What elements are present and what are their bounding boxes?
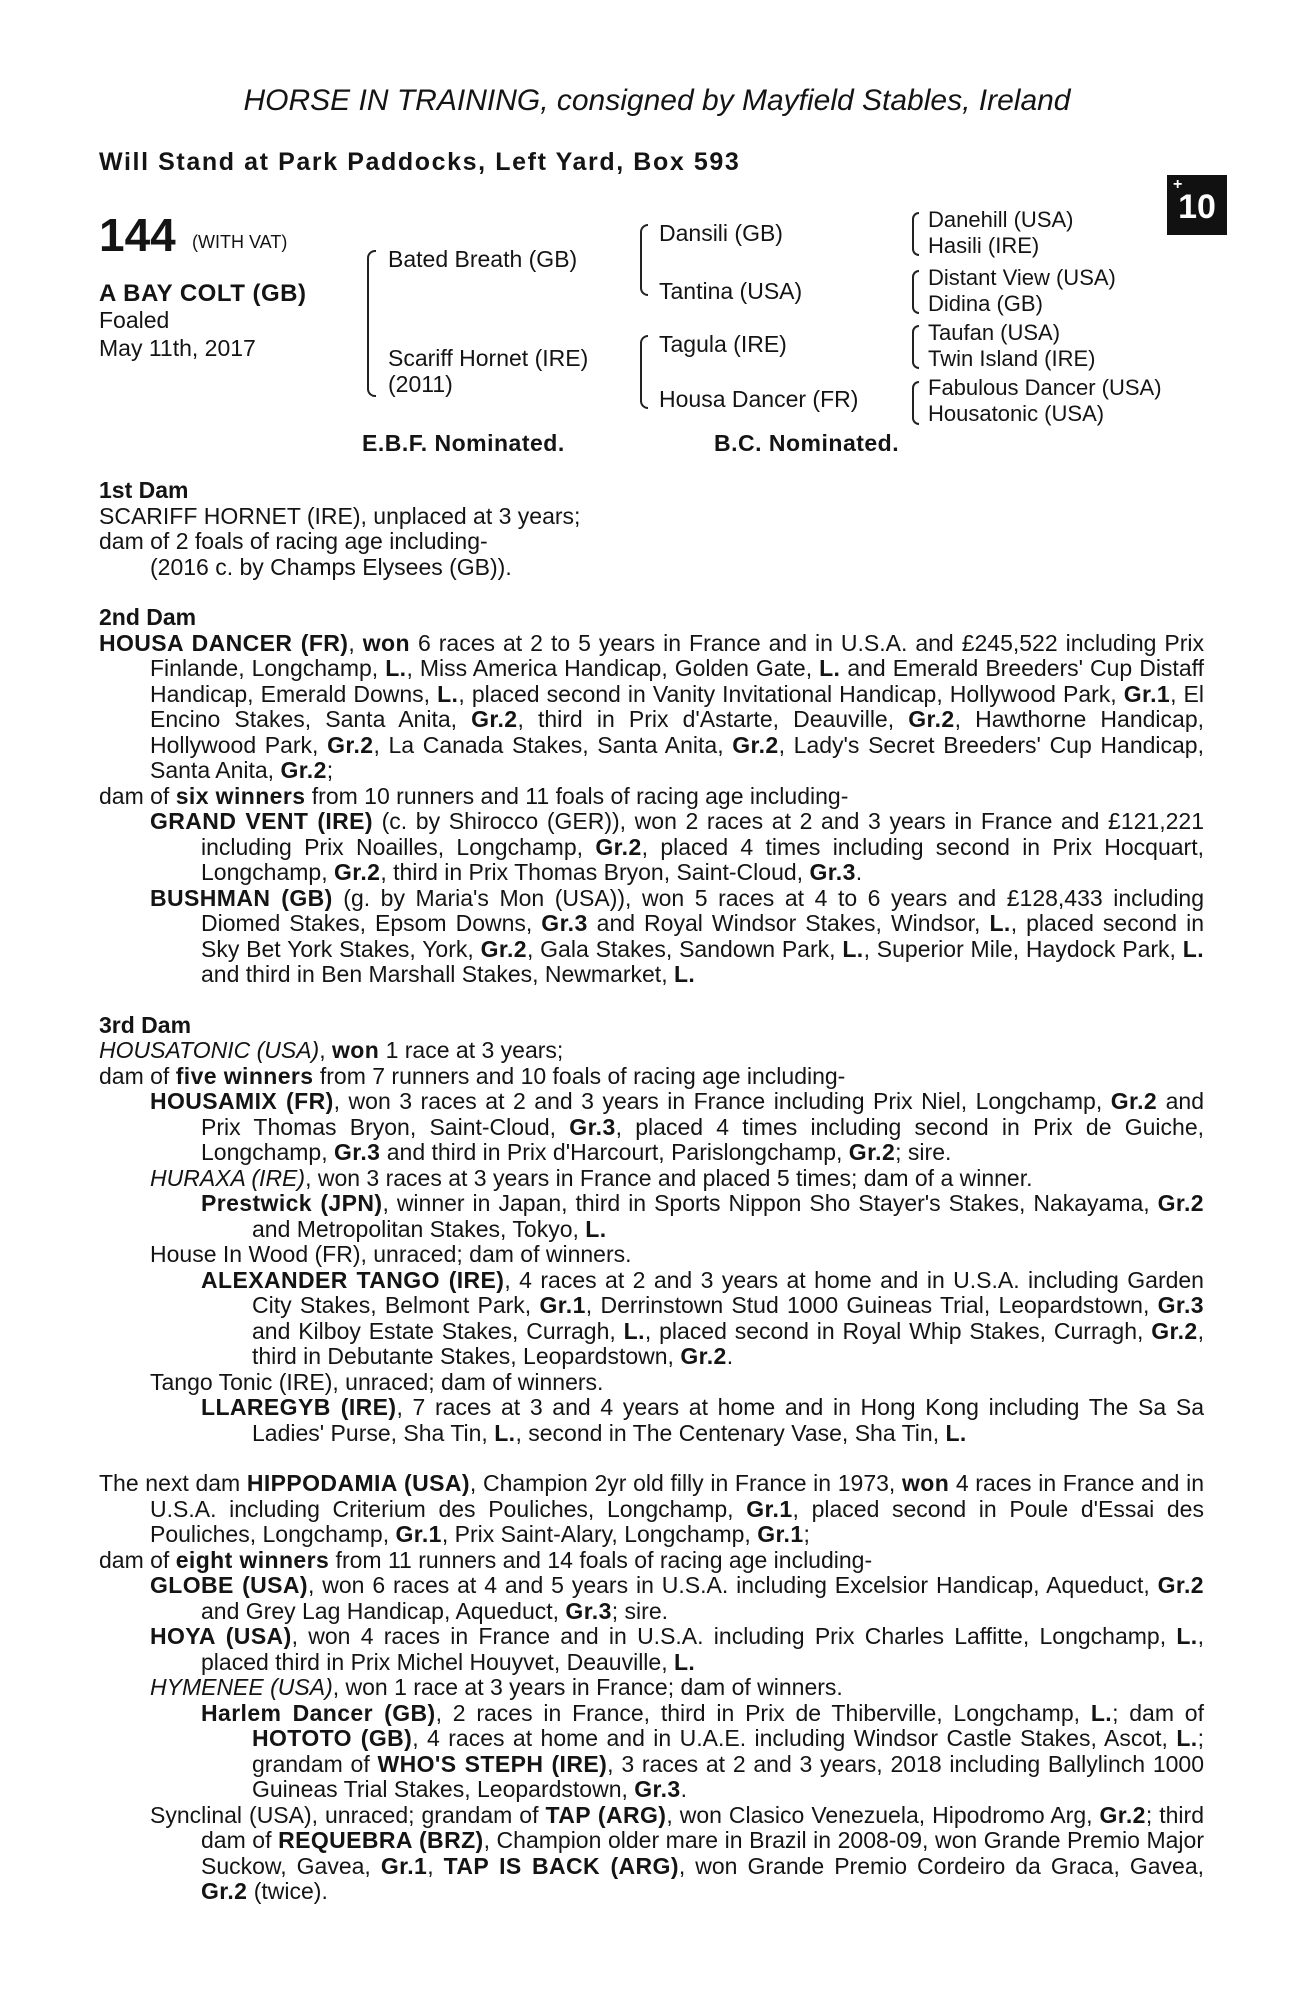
second-dam-record: HOUSA DANCER (FR), won 6 races at 2 to 5 years in France and in U.S.A. and £245,522 including Prix Finlande, Longchamp, L., Miss America Handicap, Golden Gate, L. and Emerald Breeders' Cup Distaff Handicap, Emerald Downs, L., placed second in Vanity Invitational Handicap, Hollywood Park, Gr.1, El Encino Stakes, Santa Anita, Gr.2, third in Prix d'Astarte, Deauville, Gr.2, Hawthorne Handicap, Hollywood Park, Gr.2, La Canada Stakes, Santa Anita, Gr.2, Lady's Secret Breeders' Cup Handicap, Santa Anita, Gr.2; [99, 629, 1205, 783]
offspring-hoya: HOYA (USA), won 4 races in France and in U.S.A. including Prix Charles Laffitte, Longchamp, L., placed third in Prix Michel Houyvet, Deauville, L. [150, 1623, 1204, 1675]
next-dam-produce: dam of eight winners from 11 runners and 14 foals of racing age including- [99, 1546, 873, 1573]
foaled-date: May 11th, 2017 [99, 335, 256, 361]
foaled-label: Foaled [99, 307, 170, 333]
ped-g4: Didina (GB) [928, 291, 1043, 316]
ped-dam: Scariff Hornet (IRE) [388, 345, 589, 371]
badge-plus-mark: + [1173, 176, 1183, 193]
offspring-tango-tonic: Tango Tonic (IRE), unraced; dam of winners. [150, 1368, 604, 1395]
ped-dam-dam: Housa Dancer (FR) [659, 386, 859, 412]
offspring-hymenee: HYMENEE (USA), won 1 race at 3 years in France; dam of winners. [150, 1674, 843, 1700]
ped-dam-year: (2011) [388, 371, 453, 397]
first-dam-line3: (2016 c. by Champs Elysees (GB)). [150, 553, 512, 580]
second-dam-heading: 2nd Dam [99, 604, 197, 630]
ebf-nominated: E.B.F. Nominated. [362, 430, 565, 456]
page-number-badge [1167, 175, 1227, 235]
ped-g5: Taufan (USA) [928, 320, 1061, 345]
ped-g8: Housatonic (USA) [928, 401, 1105, 426]
foaled-info [99, 306, 319, 362]
offspring-housamix: HOUSAMIX (FR), won 3 races at 2 and 3 years in France including Prix Niel, Longchamp, Gr.2 and Prix Thomas Bryon, Saint-Cloud, Gr.3, placed 4 times including second in Prix de Guiche, Longchamp, Gr.3 and third in Prix d'Harcourt, Parislongchamp, Gr.2; sire. [150, 1088, 1204, 1165]
ped-dam-sire: Tagula (IRE) [659, 331, 787, 357]
pedigree-bracket-g3 [912, 325, 919, 369]
offspring-globe: GLOBE (USA), won 6 races at 4 and 5 years in U.S.A. including Excelsior Handicap, Aqueduct, Gr.2 and Grey Lag Handicap, Aqueduct, Gr.3; sire. [150, 1572, 1204, 1624]
ped-g2: Hasili (IRE) [928, 233, 1040, 258]
lot-number: 144 [99, 209, 176, 261]
offspring-huraxa: HURAXA (IRE), won 3 races at 3 years in France and placed 5 times; dam of a winner. [150, 1164, 1033, 1191]
ped-sire-sire: Dansili (GB) [659, 220, 783, 246]
ped-g7: Fabulous Dancer (USA) [928, 375, 1162, 400]
catalogue-body [99, 478, 1204, 1905]
offspring-alexander-tango: ALEXANDER TANGO (IRE), 4 races at 2 and 3 years at home and in U.S.A. including Garden City Stakes, Belmont Park, Gr.1, Derrinstown Stud 1000 Guineas Trial, Leopardstown, Gr.3 and Kilboy Estate Stakes, Curragh, L., placed second in Royal Whip Stakes, Curragh, Gr.2, third in Debutante Stakes, Leopardstown, Gr.2. [201, 1266, 1204, 1369]
ped-g6: Twin Island (IRE) [928, 346, 1096, 371]
next-dam-record: The next dam HIPPODAMIA (USA), Champion 2yr old filly in France in 1973, won 4 races in France and in U.S.A. including Criterium des Pouliches, Longchamp, Gr.1, placed second in Poule d'Essai des Pouliches, Longchamp, Gr.1, Prix Saint-Alary, Longchamp, Gr.1; [99, 1470, 1204, 1547]
third-dam-heading: 3rd Dam [99, 1011, 192, 1038]
pedigree-bracket-g1 [912, 212, 919, 256]
badge-number: 10 [1178, 188, 1216, 226]
stand-location: Will Stand at Park Paddocks, Left Yard, Box 593 [99, 148, 741, 176]
ped-sire: Bated Breath (GB) [388, 246, 578, 272]
offspring-prestwick: Prestwick (JPN), winner in Japan, third in Sports Nippon Sho Stayer's Stakes, Nakayama, Gr.2 and Metropolitan Stakes, Tokyo, L. [201, 1190, 1204, 1242]
offspring-grand-vent: GRAND VENT (IRE) (c. by Shirocco (GER)), won 2 races at 2 and 3 years in France and £121,221 including Prix Noailles, Longchamp, Gr.2, placed 4 times including second in Prix Hocquart, Longchamp, Gr.2, third in Prix Thomas Bryon, Saint-Cloud, Gr.3. [150, 808, 1204, 885]
ped-g1: Danehill (USA) [928, 207, 1074, 232]
ped-g3: Distant View (USA) [928, 265, 1116, 290]
pedigree-bracket-g4 [912, 381, 919, 425]
ped-sire-dam: Tantina (USA) [659, 278, 803, 304]
third-dam-produce: dam of five winners from 7 runners and 10 foals of racing age including- [99, 1062, 846, 1089]
first-dam-heading: 1st Dam [99, 477, 189, 503]
pedigree-bracket-dam [640, 335, 648, 409]
first-dam-line1: SCARIFF HORNET (IRE), unplaced at 3 years; [99, 502, 581, 529]
lot-description: A BAY COLT (GB) [99, 280, 307, 307]
offspring-llaregyb: LLAREGYB (IRE), 7 races at 3 and 4 years at home and in Hong Kong including The Sa Sa Ladies' Purse, Sha Tin, L., second in The Centenary Vase, Sha Tin, L. [201, 1394, 1204, 1446]
offspring-synclinal: Synclinal (USA), unraced; grandam of TAP (ARG), won Clasico Venezuela, Hipodromo Arg, Gr.2; third dam of REQUEBRA (BRZ), Champion older mare in Brazil in 2008-09, won Grande Premio Major Suckow, Gavea, Gr.1, TAP IS BACK (ARG), won Grande Premio Cordeiro da Graca, Gavea, Gr.2 (twice). [150, 1801, 1205, 1904]
offspring-harlem-dancer: Harlem Dancer (GB), 2 races in France, third in Prix de Thiberville, Longchamp, L.; dam of HOTOTO (GB), 4 races at home and in U.A.E. including Windsor Castle Stakes, Ascot, L.; grandam of WHO'S STEPH (IRE), 3 races at 2 and 3 years, 2018 including Ballylinch 1000 Guineas Trial Stakes, Leopardstown, Gr.3. [201, 1699, 1204, 1802]
pedigree-bracket-sire [640, 224, 648, 296]
bc-nominated: B.C. Nominated. [714, 430, 900, 456]
third-dam-record: HOUSATONIC (USA), won 1 race at 3 years; [99, 1037, 564, 1063]
offspring-house-in-wood: House In Wood (FR), unraced; dam of winners. [150, 1241, 632, 1267]
vat-note: (WITH VAT) [192, 232, 288, 252]
pedigree-bracket-g2 [912, 270, 919, 314]
offspring-bushman: BUSHMAN (GB) (g. by Maria's Mon (USA)), won 5 races at 4 to 6 years and £128,433 including Diomed Stakes, Epsom Downs, Gr.3 and Royal Windsor Stakes, Windsor, L., placed second in Sky Bet York Stakes, York, Gr.2, Gala Stakes, Sandown Park, L., Superior Mile, Haydock Park, L. and third in Ben Marshall Stakes, Newmarket, L. [150, 884, 1205, 987]
pedigree-bracket-main [367, 250, 376, 397]
page-title: HORSE IN TRAINING, consigned by Mayfield Stables, Ireland [243, 84, 1071, 117]
first-dam-line2: dam of 2 foals of racing age including- [99, 528, 488, 554]
second-dam-produce: dam of six winners from 10 runners and 11 foals of racing age including- [99, 782, 849, 809]
